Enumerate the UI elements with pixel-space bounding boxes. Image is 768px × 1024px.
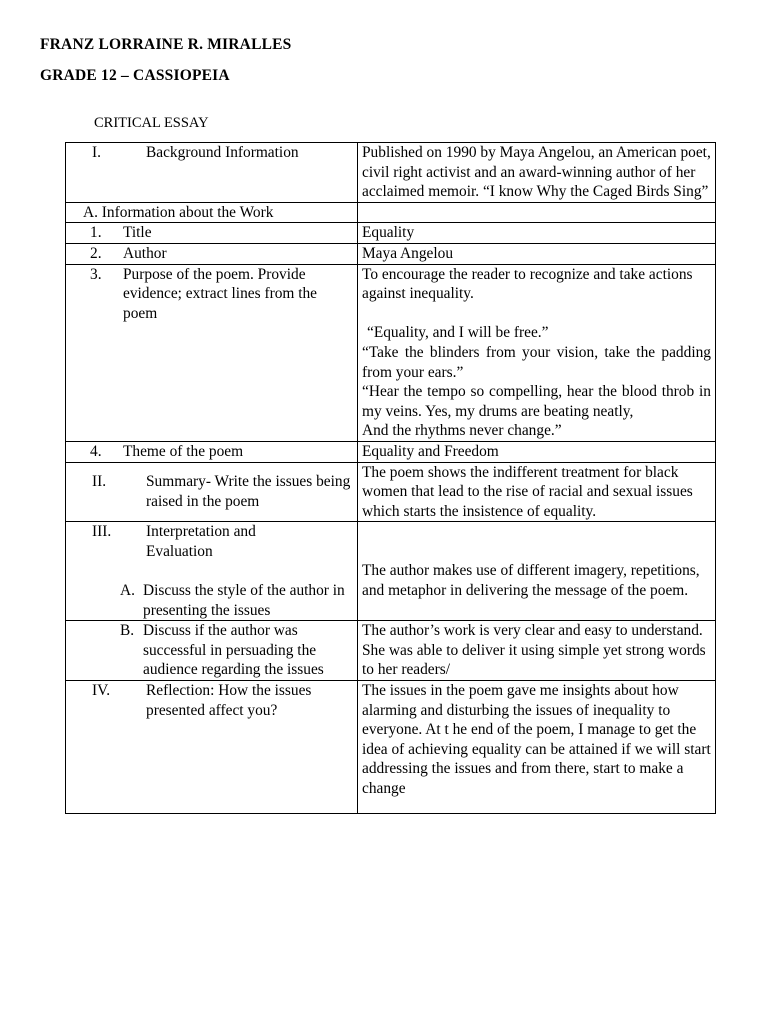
cell-value: Equality and Freedom [358, 441, 716, 462]
item-label: Theme of the poem [123, 442, 244, 460]
item-label: Author [123, 244, 167, 262]
table-row-summary [66, 462, 716, 522]
cell-value: Published on 1990 by Maya Angelou, an American poet, civil right activist and an award-winning author of her acclaimed memoir. “I know Why the Caged Birds Sing” [358, 143, 716, 203]
quote-line: “Hear the tempo so compelling, hear the blood throb in my veins. Yes, my drums are beating neatly, [362, 383, 711, 420]
section-label: Summary- Write the issues being raised in the poem [146, 473, 351, 510]
section-label: Background Information [146, 144, 299, 161]
table-row-persuasion [66, 621, 716, 681]
essay-table [65, 142, 716, 814]
interpretation-text: The author makes use of different imagery, repetitions, and metaphor in delivering the message of the poem. [362, 562, 700, 600]
cell-value: The issues in the poem gave me insights about how alarming and disturbing the issues of inequality to everyone. At t he end of the poem, I manage to get the idea of achieving equality can be attained if we will start addressing the issues and from there, start to make a change [358, 681, 716, 814]
cell-label [66, 243, 358, 264]
quote-line: “Equality, and I will be free.” [367, 324, 549, 342]
cell-label [66, 621, 358, 681]
item-number: 2. [90, 244, 102, 262]
item-number: 3. [90, 265, 102, 283]
table-row-purpose [66, 264, 716, 441]
cell-label [66, 441, 358, 462]
cell-value [358, 522, 716, 621]
cell-label [66, 462, 358, 522]
cell-label [66, 681, 358, 814]
cell-value: The author’s work is very clear and easy to understand. She was able to deliver it using simple yet strong words to her readers/ [358, 621, 716, 681]
section-label: Interpretation and Evaluation [146, 523, 256, 560]
purpose-text: To encourage the reader to recognize and take actions against inequality. [362, 265, 693, 303]
item-label: Purpose of the poem. Provide evidence; extract lines from the poem [123, 265, 318, 322]
cell-value: Maya Angelou [358, 243, 716, 264]
section-number: I. [92, 144, 101, 161]
subsection-letter: A. [120, 582, 135, 600]
student-name: FRANZ LORRAINE R. MIRALLES [40, 36, 292, 53]
cell-label [66, 264, 358, 441]
cell-label: A. Information about the Work [66, 202, 358, 223]
table-row-interpretation [66, 522, 716, 621]
quote-line: And the rhythms never change.” [362, 422, 562, 440]
subsection-letter: B. [120, 622, 135, 640]
table-row-reflection [66, 681, 716, 814]
cell-value: Equality [358, 223, 716, 244]
subsection-label: Discuss if the author was successful in persuading the audience regarding the issues [143, 622, 324, 679]
cell-value: The poem shows the indifferent treatment for black women that lead to the rise of racial and sexual issues which starts the insistence of equality. [358, 462, 716, 522]
section-label: Reflection: How the issues presented affect you? [146, 682, 312, 719]
table-row-theme [66, 441, 716, 462]
table-row-author [66, 243, 716, 264]
cell-value [358, 264, 716, 441]
cell-label [66, 143, 358, 203]
cell-label [66, 223, 358, 244]
table-row-title [66, 223, 716, 244]
subsection-label: Discuss the style of the author in presenting the issues [143, 582, 345, 619]
item-label: Title [123, 224, 152, 242]
section-number: II. [92, 473, 107, 491]
quote-line: “Take the blinders from your vision, take the padding from your ears.” [362, 343, 711, 381]
cell-value [358, 202, 716, 223]
item-number: 1. [90, 224, 102, 242]
item-number: 4. [90, 442, 102, 460]
grade-section: GRADE 12 – CASSIOPEIA [40, 67, 230, 84]
table-row-info [66, 202, 716, 223]
cell-label [66, 522, 358, 621]
section-number: IV. [92, 682, 111, 700]
section-number: III. [92, 523, 112, 541]
table-row-background [66, 143, 716, 203]
document-subtitle: CRITICAL ESSAY [94, 115, 209, 131]
